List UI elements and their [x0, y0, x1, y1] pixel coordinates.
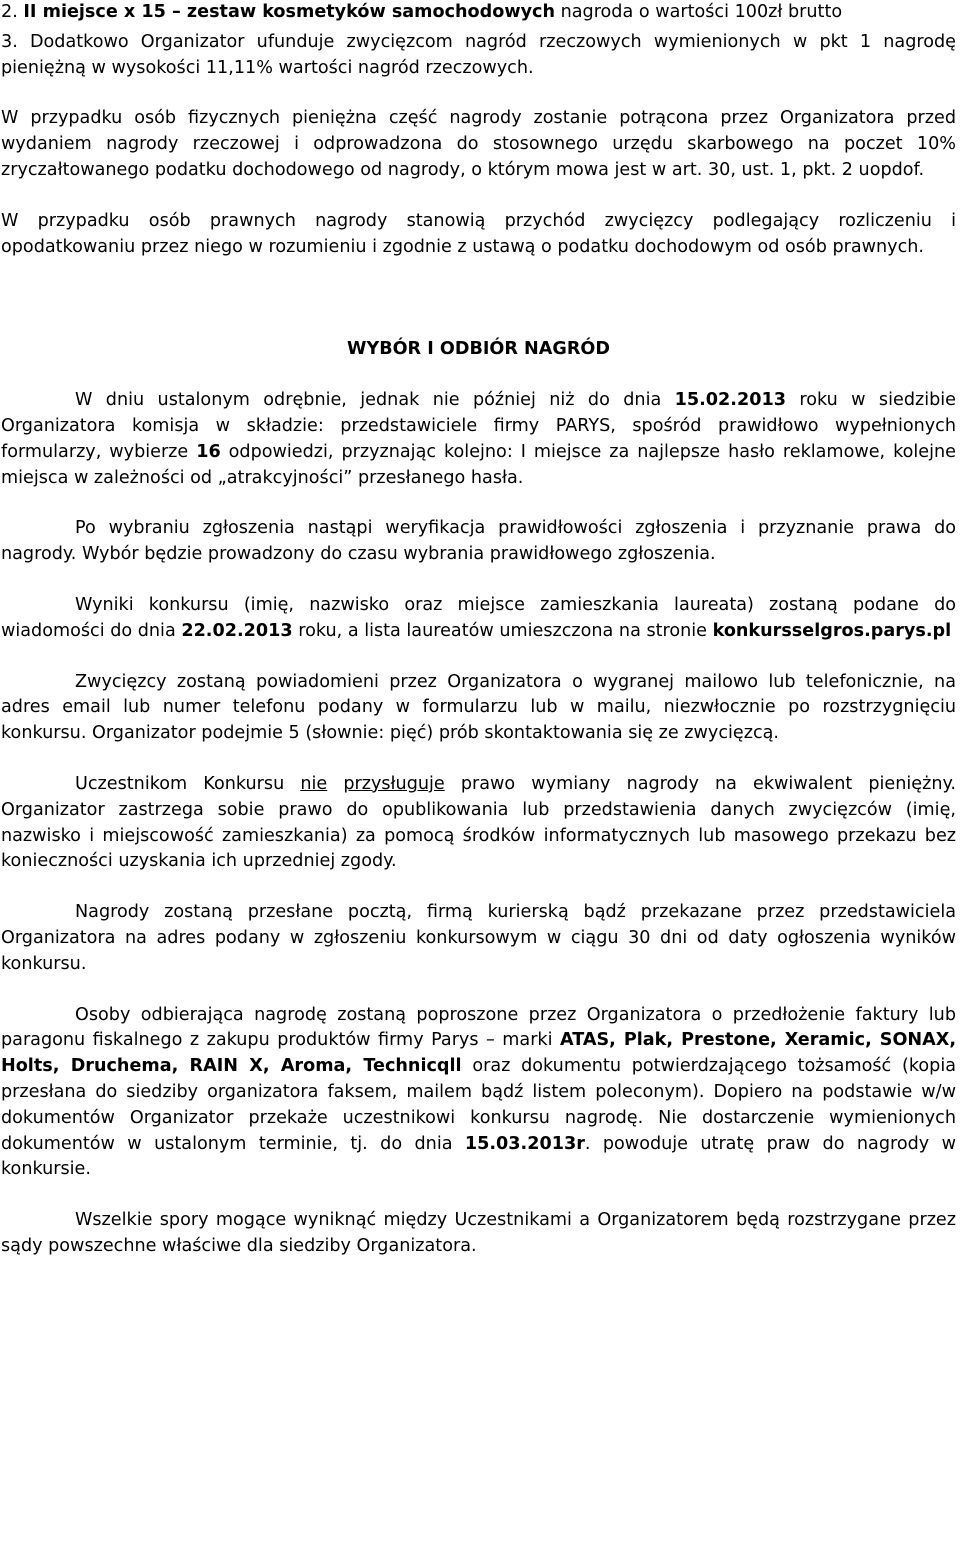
paragraph-verification: Po wybraniu zgłoszenia nastąpi weryfikacja prawidłowości zgłoszenia i przyznanie prawa do nagrody. Wybór będzie prowadzony do czasu wybrania prawidłowego zgłoszenia.	[1, 518, 956, 565]
paragraph-notification: Zwycięzcy zostaną powiadomieni przez Organizatora o wygranej mailowo lub telefonicznie, na adres email lub numer telefonu podany w formularzu lub w mailu, niezwłocznie po rozstrzygnięciu konkursu. Organizator podejmie 5 (słownie: pięć) prób skontaktowania się ze zwycięzcą.	[1, 671, 956, 744]
paragraph-disputes: Wszelkie spory mogące wyniknąć między Uczestnikami a Organizatorem będą rozstrzygane przez sądy powszechne właściwe dla siedziby Organizatora.	[1, 1210, 956, 1256]
paragraph-shipping: Nagrody zostaną przesłane pocztą, firmą kurierską bądź przekazane przez przedstawiciela Organizatora na adres podany w zgłoszeniu konkursowym w ciągu 30 dni od daty ogłoszenia wyników konkursu.	[1, 902, 956, 974]
paragraph-selection: W dniu ustalonym odrębnie, jednak nie później niż do dnia 15.02.2013 roku w siedzibie Organizatora komisja w składzie: przedstawiciele firmy PARYS, spośród prawidłowo wypełnionych formularzy, wybierze 16 odpowiedzi, przyznając kolejno: I miejsce za najlepsze hasło reklamowe, kolejne miejsca w zależności od „atrakcyjności” przesłanego hasła.	[1, 390, 956, 488]
paragraph-results: Wyniki konkursu (imię, nazwisko oraz miejsce zamieszkania laureata) zostaną podane do wiadomości do dnia 22.02.2013 roku, a lista laureatów umieszczona na stronie konkursselgros.parys.pl	[1, 594, 956, 641]
section-heading: WYBÓR I ODBIÓR NAGRÓD	[347, 339, 610, 360]
results-date: 22.02.2013	[181, 620, 293, 641]
paragraph-no-cash-equivalent: Uczestnikom Konkursu nie przysługuje prawo wymiany nagrody na ekwiwalent pieniężny. Organizator zastrzega sobie prawo do opublikowania lub przedstawienia danych zwycięzców (imię, nazwisko i miejscowość zamieszkania) za pomocą środków informatycznych lub masowego przekazu bez konieczności uzyskania ich uprzedniej zgody.	[1, 773, 956, 872]
deadline-date: 15.03.2013r	[464, 1133, 585, 1154]
paragraph-prize-collection: Osoby odbierająca nagrodę zostaną poproszone przez Organizatora o przedłożenie faktury lub paragonu fiskalnego z zakupu produktów firmy Parys – marki ATAS, Plak, Prestone, Xeramic, SONAX, Holts, Druchema, RAIN X, Aroma, Technicqll oraz dokumentu potwierdzającego tożsamość (kopia przesłana do siedziby organizatora faksem, mailem bądź listem poleconym). Dopiero na podstawie w/w dokumentów Organizator przekaże uczestnikowi konkursu nagrodę. Nie dostarczenie wymienionych dokumentów w ustalonym terminie, tj. do dnia 15.03.2013r. powoduje utratę praw do nagrody w konkursie.	[1, 1004, 957, 1180]
prize-item-3: 3. Dodatkowo Organizator ufunduje zwycięzcom nagród rzeczowych wymienionych w pkt 1 nagrodę pieniężną w wysokości 11,11% wartości nagród rzeczowych.	[1, 31, 956, 78]
answers-count: 16	[196, 441, 221, 462]
brands-list: ATAS, Plak, Prestone, Xeramic, SONAX, Holts, Druchema, RAIN X, Aroma, Technicqll	[1, 1030, 957, 1077]
prize-item-2: 2. II miejsce x 15 – zestaw kosmetyków samochodowych nagroda o wartości 100zł brutto	[1, 2, 843, 22]
results-website: konkursselgros.parys.pl	[712, 620, 952, 641]
prize-item-2-title: II miejsce x 15 – zestaw kosmetyków samochodowych	[23, 2, 555, 22]
selection-date: 15.02.2013	[674, 390, 786, 411]
paragraph-natural-persons: W przypadku osób fizycznych pieniężna część nagrody zostanie potrącona przez Organizatora przed wydaniem nagrody rzeczowej i odprowadzona do stosownego urzędu skarbowego na poczet 10% zryczałtowanego podatku dochodowego od nagrody, o którym mowa jest w art. 30, ust. 1, pkt. 2 uopdof.	[1, 108, 956, 180]
paragraph-legal-persons: W przypadku osób prawnych nagrody stanowią przychód zwycięzcy podlegający rozliczeniu i opodatkowaniu przez niego w rozumieniu i zgodnie z ustawą o podatku dochodowym od osób prawnych.	[1, 210, 956, 257]
